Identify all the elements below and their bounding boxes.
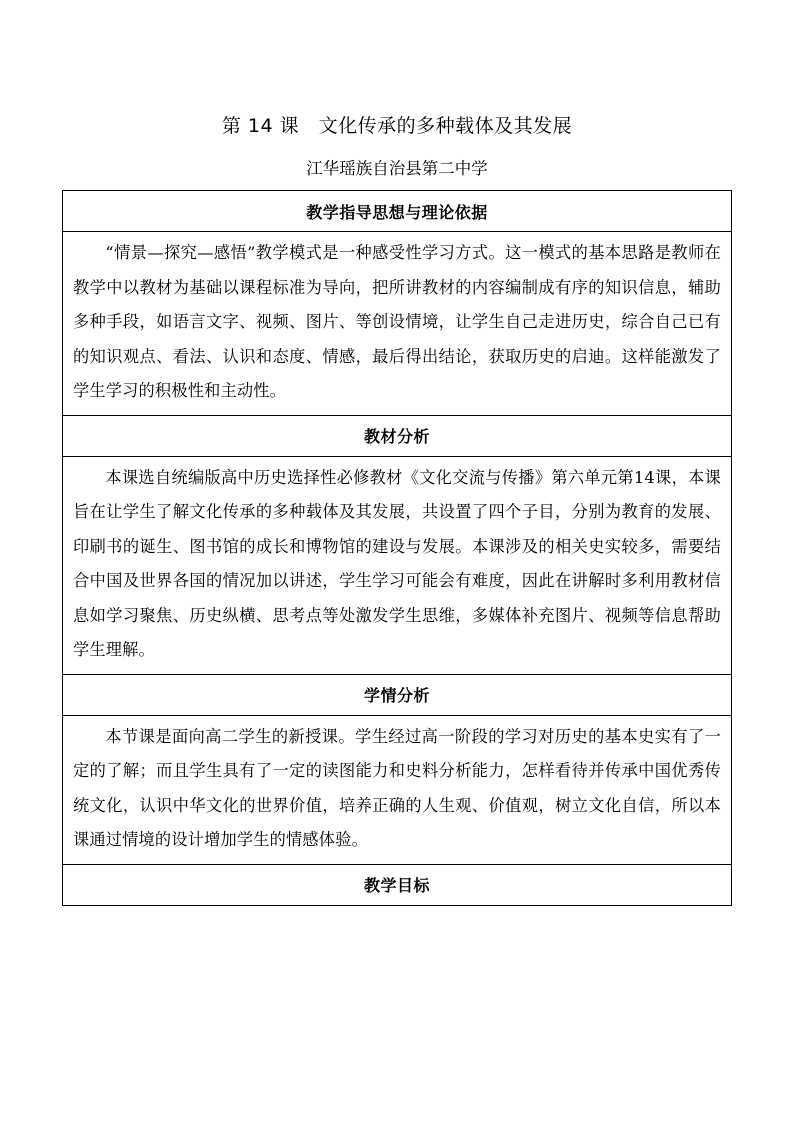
- table-row: [63, 715, 732, 864]
- table-row: [63, 232, 732, 416]
- table-row: [63, 456, 732, 674]
- section-body-student-analysis: 本节课是面向高二学生的新授课。学生经过高一阶段的学习对历史的基本史实有了一定的了解；而且学生具有了一定的读图能力和史料分析能力，怎样看待并传承中国优秀传统文化，认识中华文化的世界价值，培养正确的人生观、价值观，树立文化自信，所以本课通过情境的设计增加学生的情感体验。: [63, 715, 732, 864]
- table-row: [63, 674, 732, 715]
- section-heading-textbook-analysis: 教材分析: [63, 415, 732, 456]
- section-body-guiding-ideas: “情景—探究—感悟”教学模式是一种感受性学习方式。这一模式的基本思路是教师在教学中以教材为基础以课程标准为导向，把所讲教材的内容编制成有序的知识信息，辅助多种手段，如语言文字、视频、图片、等创设情境，让学生自己走进历史，综合自己已有的知识观点、看法、认识和态度、情感，最后得出结论，获取历史的启迪。这样能激发了学生学习的积极性和主动性。: [63, 232, 732, 416]
- section-body-textbook-analysis: 本课选自统编版高中历史选择性必修教材《文化交流与传播》第六单元第14课，本课旨在让学生了解文化传承的多种载体及其发展，共设置了四个子目，分别为教育的发展、印刷书的诞生、图书馆的成长和博物馆的建设与发展。本课涉及的相关史实较多，需要结合中国及世界各国的情况加以讲述，学生学习可能会有难度，因此在讲解时多利用教材信息如学习聚焦、历史纵横、思考点等处激发学生思维，多媒体补充图片、视频等信息帮助学生理解。: [63, 456, 732, 674]
- table-row: [63, 415, 732, 456]
- school-name: 江华瑶族自治县第二中学: [306, 159, 488, 178]
- section-heading-guiding-ideas: 教学指导思想与理论依据: [63, 191, 732, 232]
- lesson-plan-table: [62, 190, 732, 906]
- table-row: [63, 191, 732, 232]
- section-heading-student-analysis: 学情分析: [63, 674, 732, 715]
- section-heading-teaching-objectives: 教学目标: [63, 864, 732, 905]
- document-title: 第 14 课 文化传承的多种载体及其发展: [221, 115, 573, 137]
- table-row: [63, 864, 732, 905]
